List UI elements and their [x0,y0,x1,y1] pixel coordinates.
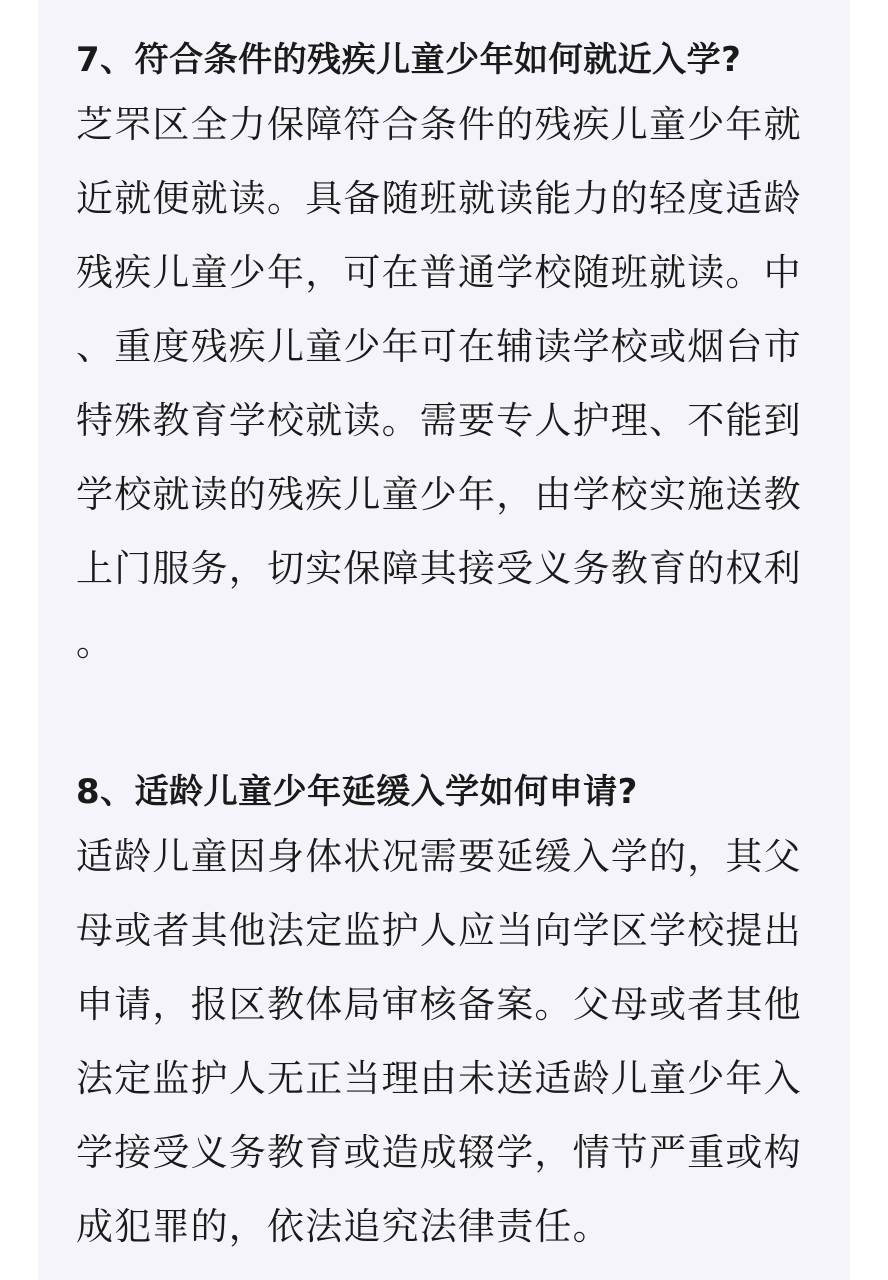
content-card [38,0,850,1280]
answer-paragraph: 芝罘区全力保障符合条件的残疾儿童少年就近就便就读。具备随班就读能力的轻度适龄残疾儿童少年，可在普通学校随班就读。中、重度残疾儿童少年可在辅读学校或烟台市特殊教育学校就读。需要专人护理、不能到学校就读的残疾儿童少年，由学校实施送教上门服务，切实保障其接受义务教育的权利。 [76,103,802,664]
qa-section-8 [76,768,836,1264]
question-heading: 7、符合条件的残疾儿童少年如何就近入学? [76,40,742,80]
question-heading: 8、适龄儿童少年延缓入学如何申请? [76,772,638,812]
qa-section-7 [76,36,836,680]
answer-paragraph: 适龄儿童因身体状况需要延缓入学的，其父母或者其他法定监护人应当向学区学校提出申请，报区教体局审核备案。父母或者其他法定监护人无正当理由未送适龄儿童少年入学接受义务教育或造成辍学，情节严重或构成犯罪的，依法追究法律责任。 [76,835,802,1248]
